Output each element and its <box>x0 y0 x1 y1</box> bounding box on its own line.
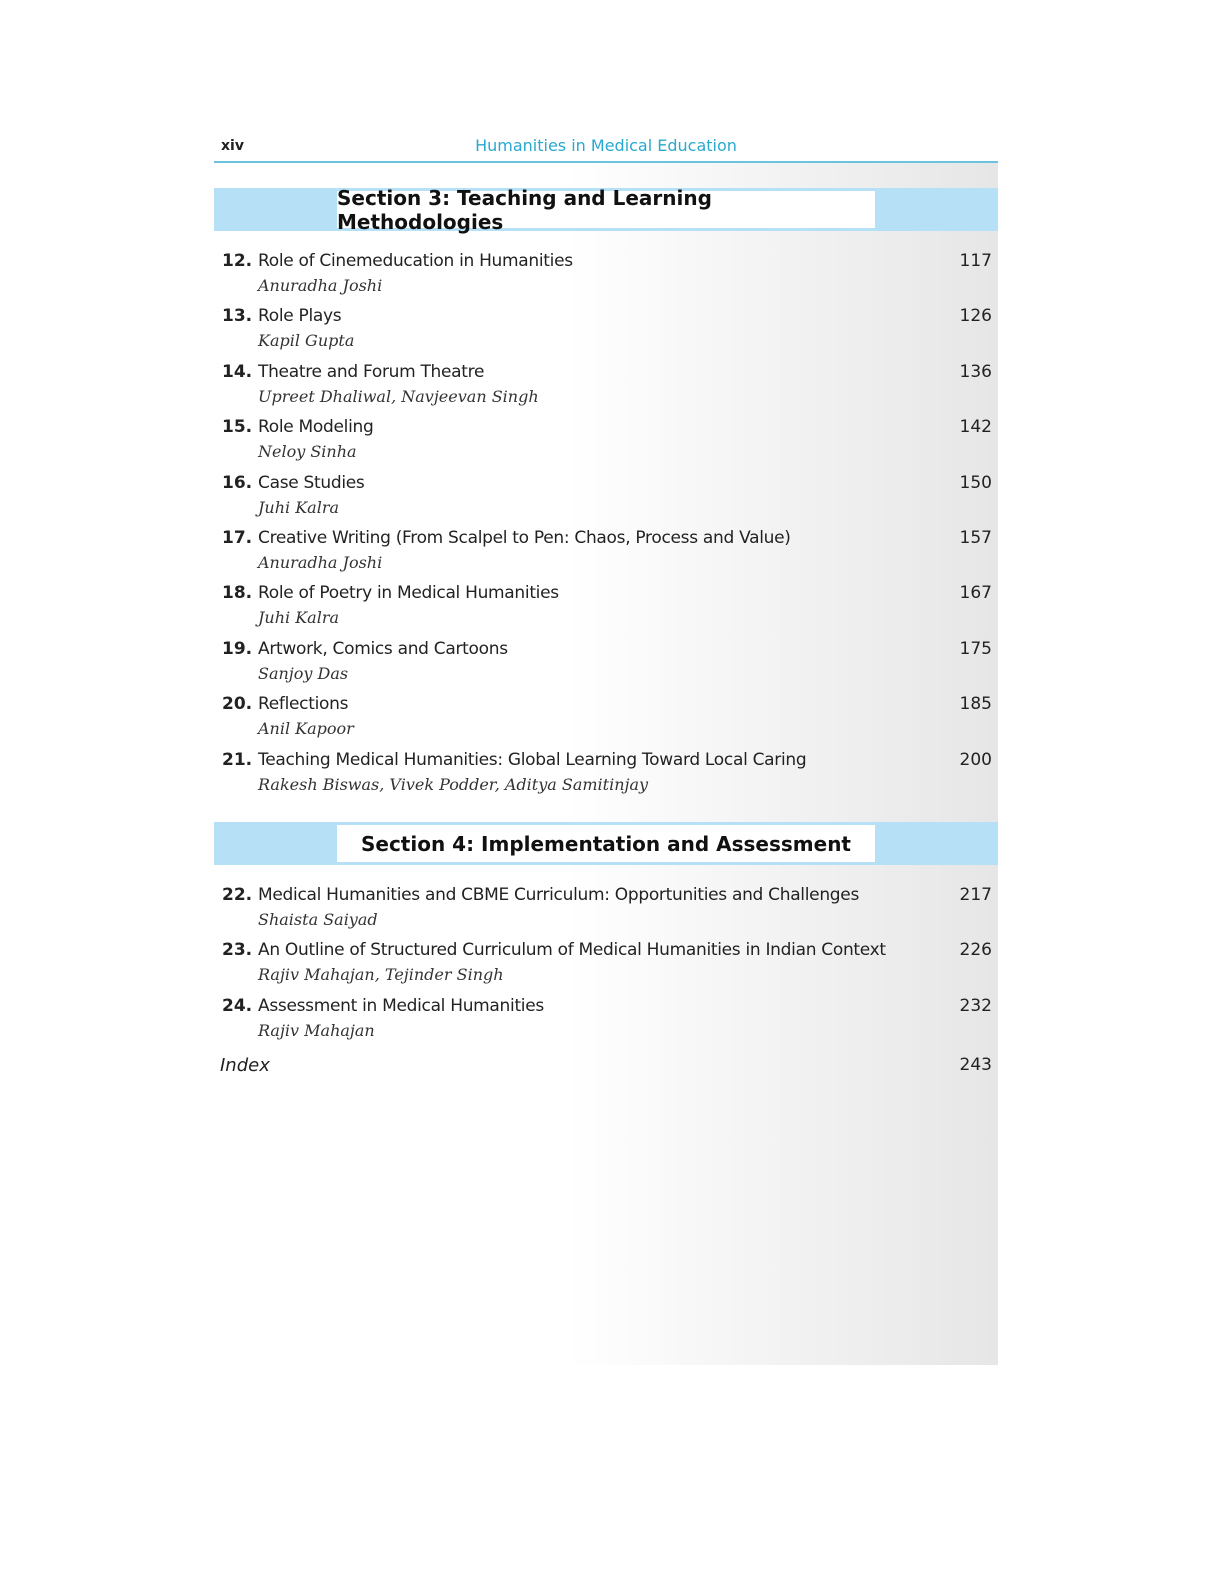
toc-entry[interactable] <box>214 885 998 940</box>
chapter-title: Medical Humanities and CBME Curriculum: Opportunities and Challenges <box>258 885 859 905</box>
section-title: Section 4: Implementation and Assessment <box>337 825 875 862</box>
chapter-title: Role Plays <box>258 306 342 327</box>
chapter-author: Kapil Gupta <box>258 331 355 351</box>
page-number: 126 <box>959 306 992 327</box>
page-number: 217 <box>959 885 992 905</box>
section-title: Section 3: Teaching and Learning Methodologies <box>337 191 875 228</box>
section-4-banner <box>214 822 998 865</box>
header-rule <box>214 161 998 163</box>
chapter-title: Reflections <box>258 694 349 715</box>
toc-entry[interactable] <box>214 940 998 995</box>
header-page-number: xiv <box>221 138 244 154</box>
chapter-number: 17. <box>222 527 253 548</box>
chapter-number: 15. <box>222 417 253 438</box>
toc-entry[interactable] <box>214 639 998 694</box>
page-number: 136 <box>959 361 992 382</box>
chapter-title: Case Studies <box>258 472 365 493</box>
chapter-title: Assessment in Medical Humanities <box>258 995 544 1016</box>
chapter-title: Role of Poetry in Medical Humanities <box>258 583 559 604</box>
chapter-title: Creative Writing (From Scalpel to Pen: Chaos, Process and Value) <box>258 527 791 548</box>
page-number: 167 <box>959 583 992 604</box>
chapter-number: 13. <box>222 306 253 327</box>
index-page-number: 243 <box>959 1055 992 1075</box>
chapter-author: Sanjoy Das <box>258 663 349 683</box>
toc-entry[interactable] <box>214 473 998 528</box>
chapter-author: Rajiv Mahajan, Tejinder Singh <box>258 965 504 985</box>
toc-entry[interactable] <box>214 694 998 749</box>
page-number: 142 <box>959 417 992 438</box>
chapter-number: 21. <box>222 749 253 770</box>
page-number: 157 <box>959 527 992 548</box>
section-3-banner <box>214 185 998 234</box>
chapter-title: Role Modeling <box>258 417 374 438</box>
chapter-author: Juhi Kalra <box>258 608 340 628</box>
chapter-author: Rajiv Mahajan <box>258 1020 375 1040</box>
page-number: 175 <box>959 638 992 659</box>
chapter-author: Anuradha Joshi <box>258 276 383 295</box>
chapter-number: 18. <box>222 583 253 604</box>
page-number: 117 <box>959 251 992 271</box>
chapter-author: Shaista Saiyad <box>258 910 378 929</box>
page-number: 226 <box>959 940 992 961</box>
chapter-number: 22. <box>222 885 253 905</box>
chapter-title: Artwork, Comics and Cartoons <box>258 638 508 659</box>
chapter-author: Rakesh Biswas, Vivek Podder, Aditya Samitinjay <box>258 774 649 794</box>
page-number: 150 <box>959 472 992 493</box>
chapter-number: 24. <box>222 995 253 1016</box>
header-book-title: Humanities in Medical Education <box>475 136 737 155</box>
chapter-author: Anil Kapoor <box>258 719 354 739</box>
toc-entry[interactable] <box>214 750 998 805</box>
toc-entry[interactable] <box>214 306 998 361</box>
index-label[interactable]: Index <box>220 1055 270 1076</box>
chapter-title: Role of Cinemeducation in Humanities <box>258 251 573 271</box>
section-4-list <box>214 885 998 1051</box>
page-number: 232 <box>959 995 992 1016</box>
toc-entry[interactable] <box>214 528 998 583</box>
chapter-title: Theatre and Forum Theatre <box>258 361 485 382</box>
toc-entry[interactable] <box>214 251 998 306</box>
chapter-title: An Outline of Structured Curriculum of Medical Humanities in Indian Context <box>258 940 886 961</box>
chapter-author: Upreet Dhaliwal, Navjeevan Singh <box>258 386 539 406</box>
section-3-list <box>214 251 998 805</box>
chapter-author: Neloy Sinha <box>258 442 357 462</box>
toc-entry[interactable] <box>214 362 998 417</box>
chapter-number: 19. <box>222 638 253 659</box>
toc-entry[interactable] <box>214 417 998 472</box>
page-number: 200 <box>959 749 992 770</box>
toc-entry[interactable] <box>214 583 998 638</box>
chapter-title: Teaching Medical Humanities: Global Learning Toward Local Caring <box>258 749 807 770</box>
chapter-number: 12. <box>222 251 253 271</box>
page-number: 185 <box>959 694 992 715</box>
chapter-number: 16. <box>222 472 253 493</box>
chapter-number: 14. <box>222 361 253 382</box>
chapter-author: Juhi Kalra <box>258 497 340 517</box>
chapter-author: Anuradha Joshi <box>258 552 383 572</box>
toc-entry[interactable] <box>214 996 998 1051</box>
chapter-number: 20. <box>222 694 253 715</box>
chapter-number: 23. <box>222 940 253 961</box>
